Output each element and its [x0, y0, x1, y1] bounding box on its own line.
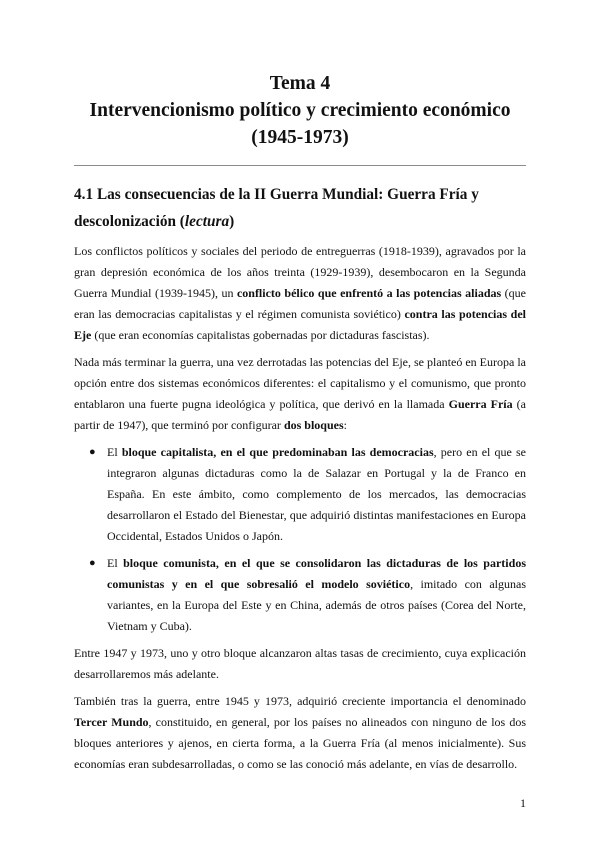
bullet-icon: ●: [89, 557, 96, 569]
list-item: ● El bloque capitalista, en el que predominaban las democracias, pero en el que se integraron algunas dictaduras como la de Salazar en Portugal y la de Franco en España. En este ámbito, como complemento de los mercados, las democracias desarrollaron el Estado del Bienestar, que adquirió distintas manifestaciones en Europa Occidental, Estados Unidos o Japón.: [74, 442, 526, 547]
paragraph-2: Nada más terminar la guerra, una vez derrotadas las potencias del Eje, se planteó en Europa la opción entre dos sistemas económicos diferentes: el capitalismo y el comunismo, que pronto entablaron una fuerte pugna ideológica y política, que derivó en la llamada Guerra Fría (a partir de 1947), que terminó por configurar dos bloques:: [74, 355, 526, 432]
title-line-1: Tema 4: [269, 73, 331, 94]
paragraph-4: También tras la guerra, entre 1945 y 1973, adquirió creciente importancia el denominado Tercer Mundo, constituido, en general, por los países no alineados con ninguno de los dos bloques anteriores y ajenos, en cierta forma, a la Guerra Fría (al menos inicialmente). Sus economías eran subdesarrolladas, o como se las conoció más adelante, en vías de desarrollo.: [74, 694, 526, 771]
document-page: [74, 70, 526, 781]
title-divider: [74, 165, 526, 166]
section-heading: 4.1 Las consecuencias de la II Guerra Mundial: Guerra Fría y descolonización (lectura): [74, 186, 479, 230]
bullet-icon: ●: [89, 446, 96, 458]
paragraph-3: Entre 1947 y 1973, uno y otro bloque alcanzaron altas tasas de crecimiento, cuya explicación desarrollaremos más adelante.: [74, 646, 526, 681]
bloc-list: [74, 442, 526, 637]
document-title: [74, 70, 526, 151]
list-item: ● El bloque comunista, en el que se consolidaron las dictaduras de los partidos comunistas y en el que sobresalió el modelo soviético, imitado con algunas variantes, en la Europa del Este y en China, además de otros países (Corea del Norte, Vietnam y Cuba).: [74, 553, 526, 637]
title-line-3: (1945-1973): [251, 127, 349, 148]
page-number: 1: [520, 796, 526, 810]
paragraph-1: Los conflictos políticos y sociales del periodo de entreguerras (1918-1939), agravados por la gran depresión económica de los años treinta (1929-1939), desembocaron en la Segunda Guerra Mundial (1939-1945), un conflicto bélico que enfrentó a las potencias aliadas (que eran las democracias capitalistas y el régimen comunista soviético) contra las potencias del Eje (que eran economías capitalistas gobernadas por dictaduras fascistas).: [74, 244, 526, 342]
section-heading-italic: lectura: [184, 213, 230, 230]
title-line-2: Intervencionismo político y crecimiento económico: [89, 100, 511, 121]
